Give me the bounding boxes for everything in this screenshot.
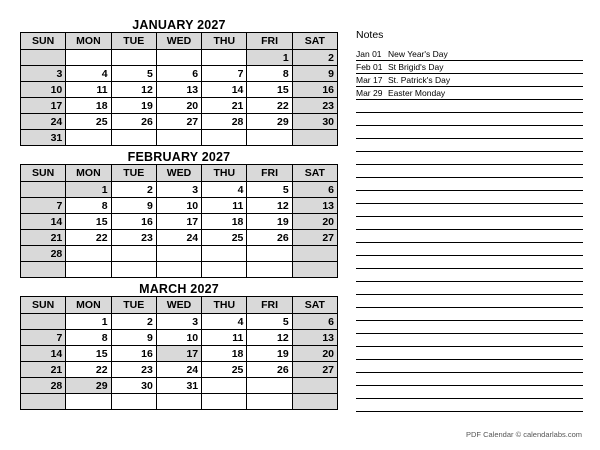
week-row <box>21 394 338 410</box>
note-line <box>356 152 583 165</box>
day-cell: 9 <box>292 66 337 82</box>
day-cell: 15 <box>66 346 111 362</box>
empty-day-cell <box>66 394 111 410</box>
note-text: St. Patrick's Day <box>388 75 451 85</box>
day-cell: 6 <box>292 314 337 330</box>
weekday-header: WED <box>156 33 201 50</box>
weekday-header: MON <box>66 297 111 314</box>
day-cell: 23 <box>292 98 337 114</box>
day-cell: 22 <box>66 362 111 378</box>
month-title: MARCH 2027 <box>139 282 219 296</box>
empty-day-cell <box>111 394 156 410</box>
empty-day-cell <box>21 262 66 278</box>
day-cell: 18 <box>66 98 111 114</box>
week-row <box>21 378 338 394</box>
empty-day-cell <box>66 130 111 146</box>
empty-day-cell <box>292 246 337 262</box>
day-cell: 15 <box>247 82 292 98</box>
empty-day-cell <box>202 394 247 410</box>
weekday-header: FRI <box>247 297 292 314</box>
day-cell: 23 <box>111 362 156 378</box>
day-cell: 20 <box>292 214 337 230</box>
day-cell: 25 <box>202 230 247 246</box>
empty-day-cell <box>111 246 156 262</box>
note-line <box>356 178 583 191</box>
empty-day-cell <box>111 130 156 146</box>
day-cell: 1 <box>66 314 111 330</box>
weekday-header: WED <box>156 297 201 314</box>
weekday-header: THU <box>202 165 247 182</box>
empty-day-cell <box>156 394 201 410</box>
day-cell: 7 <box>202 66 247 82</box>
week-row <box>21 314 338 330</box>
empty-day-cell <box>66 50 111 66</box>
day-cell: 2 <box>111 182 156 198</box>
day-cell: 2 <box>292 50 337 66</box>
empty-day-cell <box>21 394 66 410</box>
empty-day-cell <box>292 130 337 146</box>
note-line <box>356 217 583 230</box>
note-line <box>356 87 583 100</box>
week-row <box>21 262 338 278</box>
day-cell: 8 <box>66 330 111 346</box>
note-line <box>356 256 583 269</box>
day-cell: 29 <box>247 114 292 130</box>
note-date: Feb 01 <box>356 62 383 72</box>
empty-day-cell <box>292 262 337 278</box>
day-cell: 14 <box>21 346 66 362</box>
weekday-header: MON <box>66 33 111 50</box>
day-cell: 22 <box>66 230 111 246</box>
empty-day-cell <box>202 130 247 146</box>
note-line <box>356 295 583 308</box>
empty-day-cell <box>292 378 337 394</box>
month-calendar <box>20 282 338 410</box>
day-cell: 20 <box>156 98 201 114</box>
note-text: Easter Monday <box>388 88 446 98</box>
weekday-header: SUN <box>21 165 66 182</box>
day-cell: 29 <box>66 378 111 394</box>
day-cell: 16 <box>292 82 337 98</box>
day-cell: 21 <box>202 98 247 114</box>
day-cell: 10 <box>156 330 201 346</box>
day-cell: 6 <box>156 66 201 82</box>
note-line <box>356 191 583 204</box>
note-line <box>356 282 583 295</box>
empty-day-cell <box>247 394 292 410</box>
note-date: Jan 01 <box>356 49 382 59</box>
weekday-header: SAT <box>292 165 337 182</box>
day-cell: 28 <box>21 246 66 262</box>
day-cell: 27 <box>292 362 337 378</box>
weekday-header: SAT <box>292 297 337 314</box>
day-cell: 30 <box>292 114 337 130</box>
day-cell: 27 <box>156 114 201 130</box>
note-text: New Year's Day <box>388 49 448 59</box>
day-cell: 12 <box>247 198 292 214</box>
day-cell: 5 <box>247 182 292 198</box>
day-cell: 15 <box>66 214 111 230</box>
day-cell: 17 <box>21 98 66 114</box>
day-cell: 7 <box>21 330 66 346</box>
empty-day-cell <box>66 246 111 262</box>
day-cell: 11 <box>66 82 111 98</box>
notes-title: Notes <box>356 29 384 41</box>
empty-day-cell <box>202 246 247 262</box>
week-row <box>21 198 338 214</box>
empty-day-cell <box>247 262 292 278</box>
empty-day-cell <box>202 50 247 66</box>
week-row <box>21 114 338 130</box>
day-cell: 23 <box>111 230 156 246</box>
day-cell: 14 <box>202 82 247 98</box>
week-row <box>21 346 338 362</box>
empty-day-cell <box>156 262 201 278</box>
week-row <box>21 98 338 114</box>
day-cell: 26 <box>247 362 292 378</box>
day-cell: 16 <box>111 214 156 230</box>
day-cell: 13 <box>292 330 337 346</box>
weekday-header: TUE <box>111 297 156 314</box>
weekday-header: FRI <box>247 165 292 182</box>
empty-day-cell <box>66 262 111 278</box>
note-line <box>356 126 583 139</box>
week-row <box>21 214 338 230</box>
day-cell: 31 <box>21 130 66 146</box>
note-line <box>356 269 583 282</box>
day-cell: 28 <box>21 378 66 394</box>
day-cell: 6 <box>292 182 337 198</box>
empty-day-cell <box>21 314 66 330</box>
empty-day-cell <box>202 262 247 278</box>
weekday-header: SAT <box>292 33 337 50</box>
day-cell: 19 <box>247 214 292 230</box>
day-cell: 22 <box>247 98 292 114</box>
empty-day-cell <box>292 394 337 410</box>
day-cell: 2 <box>111 314 156 330</box>
day-cell: 1 <box>247 50 292 66</box>
month-grid <box>20 164 338 278</box>
day-cell: 27 <box>292 230 337 246</box>
day-cell: 25 <box>202 362 247 378</box>
day-cell: 25 <box>66 114 111 130</box>
day-cell: 16 <box>111 346 156 362</box>
note-line <box>356 373 583 386</box>
day-cell: 17 <box>156 214 201 230</box>
note-line <box>356 243 583 256</box>
day-cell: 4 <box>66 66 111 82</box>
note-line <box>356 399 583 412</box>
week-row <box>21 362 338 378</box>
day-cell: 24 <box>156 230 201 246</box>
note-line <box>356 230 583 243</box>
month-calendar <box>20 18 338 146</box>
day-cell: 14 <box>21 214 66 230</box>
empty-day-cell <box>247 378 292 394</box>
note-line <box>356 139 583 152</box>
week-row <box>21 66 338 82</box>
week-row <box>21 330 338 346</box>
month-grid <box>20 32 338 146</box>
day-cell: 31 <box>156 378 201 394</box>
empty-day-cell <box>21 182 66 198</box>
day-cell: 5 <box>247 314 292 330</box>
empty-day-cell <box>111 50 156 66</box>
day-cell: 10 <box>21 82 66 98</box>
empty-day-cell <box>202 378 247 394</box>
day-cell: 13 <box>292 198 337 214</box>
note-line <box>356 347 583 360</box>
week-row <box>21 130 338 146</box>
day-cell: 3 <box>156 314 201 330</box>
empty-day-cell <box>156 246 201 262</box>
week-row <box>21 246 338 262</box>
day-cell: 21 <box>21 230 66 246</box>
month-title: FEBRUARY 2027 <box>127 150 231 164</box>
day-cell: 5 <box>111 66 156 82</box>
day-cell: 11 <box>202 198 247 214</box>
note-line <box>356 308 583 321</box>
empty-day-cell <box>247 246 292 262</box>
weekday-header: SUN <box>21 33 66 50</box>
note-line <box>356 61 583 74</box>
day-cell: 19 <box>111 98 156 114</box>
day-cell: 4 <box>202 314 247 330</box>
weekday-header: FRI <box>247 33 292 50</box>
day-cell: 3 <box>156 182 201 198</box>
month-calendar <box>20 150 338 278</box>
week-row <box>21 50 338 66</box>
note-line <box>356 48 583 61</box>
note-line <box>356 113 583 126</box>
day-cell: 11 <box>202 330 247 346</box>
empty-day-cell <box>247 130 292 146</box>
weekday-header: TUE <box>111 33 156 50</box>
note-date: Mar 29 <box>356 88 383 98</box>
day-cell: 17 <box>156 346 201 362</box>
day-cell: 8 <box>66 198 111 214</box>
note-line <box>356 321 583 334</box>
note-line <box>356 360 583 373</box>
note-line <box>356 204 583 217</box>
day-cell: 12 <box>247 330 292 346</box>
day-cell: 4 <box>202 182 247 198</box>
day-cell: 12 <box>111 82 156 98</box>
weekday-header: THU <box>202 297 247 314</box>
week-row <box>21 230 338 246</box>
day-cell: 28 <box>202 114 247 130</box>
note-line <box>356 74 583 87</box>
weekday-header: MON <box>66 165 111 182</box>
notes-panel <box>356 28 583 412</box>
day-cell: 7 <box>21 198 66 214</box>
day-cell: 9 <box>111 198 156 214</box>
empty-day-cell <box>21 50 66 66</box>
note-text: St Brigid's Day <box>388 62 444 72</box>
day-cell: 21 <box>21 362 66 378</box>
empty-day-cell <box>111 262 156 278</box>
day-cell: 26 <box>111 114 156 130</box>
weekday-header: SUN <box>21 297 66 314</box>
note-line <box>356 100 583 113</box>
day-cell: 8 <box>247 66 292 82</box>
day-cell: 24 <box>21 114 66 130</box>
weekday-header: WED <box>156 165 201 182</box>
day-cell: 24 <box>156 362 201 378</box>
empty-day-cell <box>156 130 201 146</box>
day-cell: 1 <box>66 182 111 198</box>
day-cell: 10 <box>156 198 201 214</box>
note-date: Mar 17 <box>356 75 383 85</box>
day-cell: 20 <box>292 346 337 362</box>
day-cell: 18 <box>202 346 247 362</box>
footer-credit: PDF Calendar © calendarlabs.com <box>466 430 582 439</box>
day-cell: 30 <box>111 378 156 394</box>
weekday-header: THU <box>202 33 247 50</box>
week-row <box>21 82 338 98</box>
day-cell: 18 <box>202 214 247 230</box>
day-cell: 13 <box>156 82 201 98</box>
weekday-header: TUE <box>111 165 156 182</box>
note-line <box>356 334 583 347</box>
week-row <box>21 182 338 198</box>
note-line <box>356 386 583 399</box>
month-title: JANUARY 2027 <box>132 18 226 32</box>
day-cell: 3 <box>21 66 66 82</box>
month-grid <box>20 296 338 410</box>
empty-day-cell <box>156 50 201 66</box>
day-cell: 19 <box>247 346 292 362</box>
day-cell: 26 <box>247 230 292 246</box>
note-line <box>356 165 583 178</box>
day-cell: 9 <box>111 330 156 346</box>
